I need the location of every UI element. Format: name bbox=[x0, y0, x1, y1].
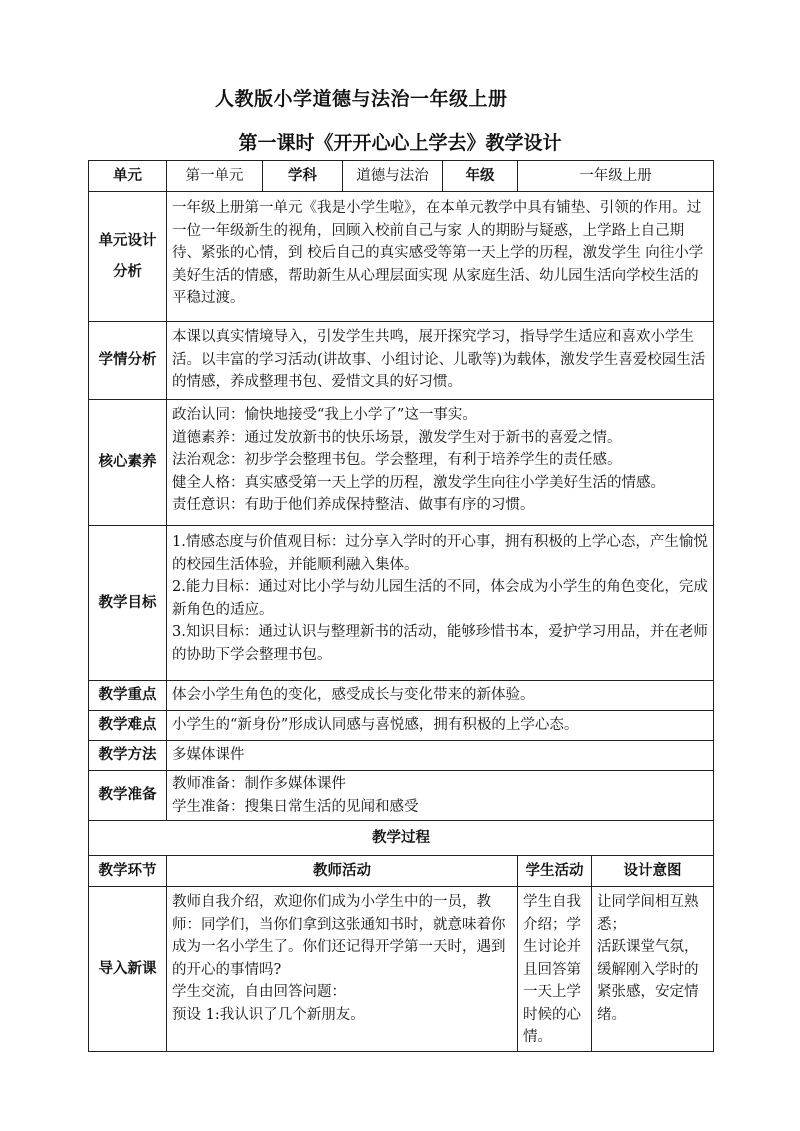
objective-item: 3.知识目标：通过认识与整理新书的活动，能够珍惜书本，爱护学习用品，并在老师的协助下学会整理书包。 bbox=[172, 624, 708, 663]
difficulty-text: 小学生的“新身份”形成认同感与喜悦感，拥有积极的上学心态。 bbox=[167, 711, 714, 741]
core-literacy-line: 道德素养：通过发放新书的快乐场景，激发学生对于新书的喜爱之情。 bbox=[172, 429, 622, 446]
student-analysis-label: 学情分析 bbox=[89, 322, 167, 400]
design-intent-line: 活跃课堂气氛，缓解刚入学时的紧张感，安定情绪。 bbox=[597, 939, 699, 1023]
unit-analysis-label-line1: 单元设计 bbox=[98, 233, 157, 249]
objective-item: 1.情感态度与价值观目标：过分享入学时的开心事，拥有积极的上学心态，产生愉悦的校园生活体验，并能顺利融入集体。 bbox=[172, 534, 708, 573]
lesson-plan-table bbox=[88, 160, 714, 1052]
core-literacy-line: 政治认同：愉快地接受“我上小学了”这一事实。 bbox=[172, 407, 477, 423]
core-literacy-line: 责任意识：有助于他们养成保持整洁、做事有序的习惯。 bbox=[172, 497, 535, 513]
difficulty-row bbox=[89, 711, 714, 741]
unit-analysis-text: 一年级上册第一单元《我是小学生啦》，在本单元教学中具有铺垫、引领的作用。过一位一年级新生的视角，回顾入校前自己与家 人的期盼与疑惑，上学路上自己期待、紧张的心情，到 校后自己的真实感受等第一天上学的历程，激发学生 向往小学美好生活的情感，帮助新生从心理层面实现 从家庭生活、幼儿园生活向学校生活的平稳过渡。 bbox=[167, 192, 714, 322]
method-label: 教学方法 bbox=[89, 741, 167, 771]
grade-label: 年级 bbox=[443, 161, 518, 192]
core-literacy-label: 核心素养 bbox=[89, 400, 167, 526]
process-design-intent bbox=[592, 887, 714, 1052]
core-literacy-line: 健全人格：真实感受第一天上学的历程，激发学生向往小学美好生活的情感。 bbox=[172, 474, 665, 491]
key-point-text: 体会小学生角色的变化，感受成长与变化带来的新体验。 bbox=[167, 681, 714, 711]
objectives-row bbox=[89, 526, 714, 681]
preparation-line: 学生准备：搜集日常生活的见闻和感受 bbox=[172, 798, 419, 815]
process-heading-row bbox=[89, 821, 714, 856]
key-point-row bbox=[89, 681, 714, 711]
grade-value: 一年级上册 bbox=[518, 161, 714, 192]
unit-value: 第一单元 bbox=[167, 161, 263, 192]
document-subtitle: 第一课时《开开心心上学去》教学设计 bbox=[238, 132, 562, 154]
teacher-activity-line: 学生交流，自由回答问题： bbox=[172, 984, 346, 1000]
header-row bbox=[89, 161, 714, 192]
unit-analysis-row bbox=[89, 192, 714, 322]
column-stage: 教学环节 bbox=[89, 856, 167, 887]
objectives-label: 教学目标 bbox=[89, 526, 167, 681]
teacher-activity-line: 预设 1:我认识了几个新朋友。 bbox=[172, 1006, 365, 1023]
method-row bbox=[89, 741, 714, 771]
student-analysis-row bbox=[89, 322, 714, 400]
preparation-row bbox=[89, 771, 714, 821]
teacher-activity-line: 教师自我介绍，欢迎你们成为小学生中的一员，教师：同学们，当你们拿到这张通知书时，就意味着你成为一名小学生了。你们还记得开学第一天时，遇到的开心的事情吗? bbox=[172, 894, 506, 978]
core-literacy-row bbox=[89, 400, 714, 526]
difficulty-label: 教学难点 bbox=[89, 711, 167, 741]
key-point-label: 教学重点 bbox=[89, 681, 167, 711]
process-row bbox=[89, 887, 714, 1052]
unit-analysis-label bbox=[89, 192, 167, 322]
column-teacher: 教师活动 bbox=[167, 856, 518, 887]
unit-analysis-label-line2: 分析 bbox=[113, 263, 142, 280]
process-stage: 导入新课 bbox=[89, 887, 167, 1052]
column-student: 学生活动 bbox=[518, 856, 592, 887]
process-teacher-activity bbox=[167, 887, 518, 1052]
preparation-label: 教学准备 bbox=[89, 771, 167, 821]
process-student-activity: 学生自我介绍；学生讨论并且回答第一天上学时候的心情。 bbox=[518, 887, 592, 1052]
column-intent: 设计意图 bbox=[592, 856, 714, 887]
unit-label: 单元 bbox=[89, 161, 167, 192]
method-text: 多媒体课件 bbox=[167, 741, 714, 771]
subject-value: 道德与法治 bbox=[343, 161, 443, 192]
objectives-content bbox=[167, 526, 714, 681]
student-analysis-text: 本课以真实情境导入，引发学生共鸣，展开探究学习，指导学生适应和喜欢小学生活。以丰富的学习活动(讲故事、小组讨论、儿歌等)为载体，激发学生喜爱校园生活的情感，养成整理书包、爱惜文具的好习惯。 bbox=[167, 322, 714, 400]
core-literacy-line: 法治观念：初步学会整理书包。学会整理，有利于培养学生的责任感。 bbox=[172, 452, 622, 468]
preparation-content bbox=[167, 771, 714, 821]
process-columns-row bbox=[89, 856, 714, 887]
subject-label: 学科 bbox=[263, 161, 343, 192]
objective-item: 2.能力目标：通过对比小学与幼儿园生活的不同，体会成为小学生的角色变化，完成新角色的适应。 bbox=[172, 579, 708, 618]
design-intent-line: 让同学间相互熟悉； bbox=[597, 894, 699, 933]
document-title: 人教版小学道德与法治一年级上册 bbox=[215, 88, 508, 110]
core-literacy-content bbox=[167, 400, 714, 526]
preparation-line: 教师准备：制作多媒体课件 bbox=[172, 776, 346, 792]
process-heading: 教学过程 bbox=[89, 821, 714, 856]
